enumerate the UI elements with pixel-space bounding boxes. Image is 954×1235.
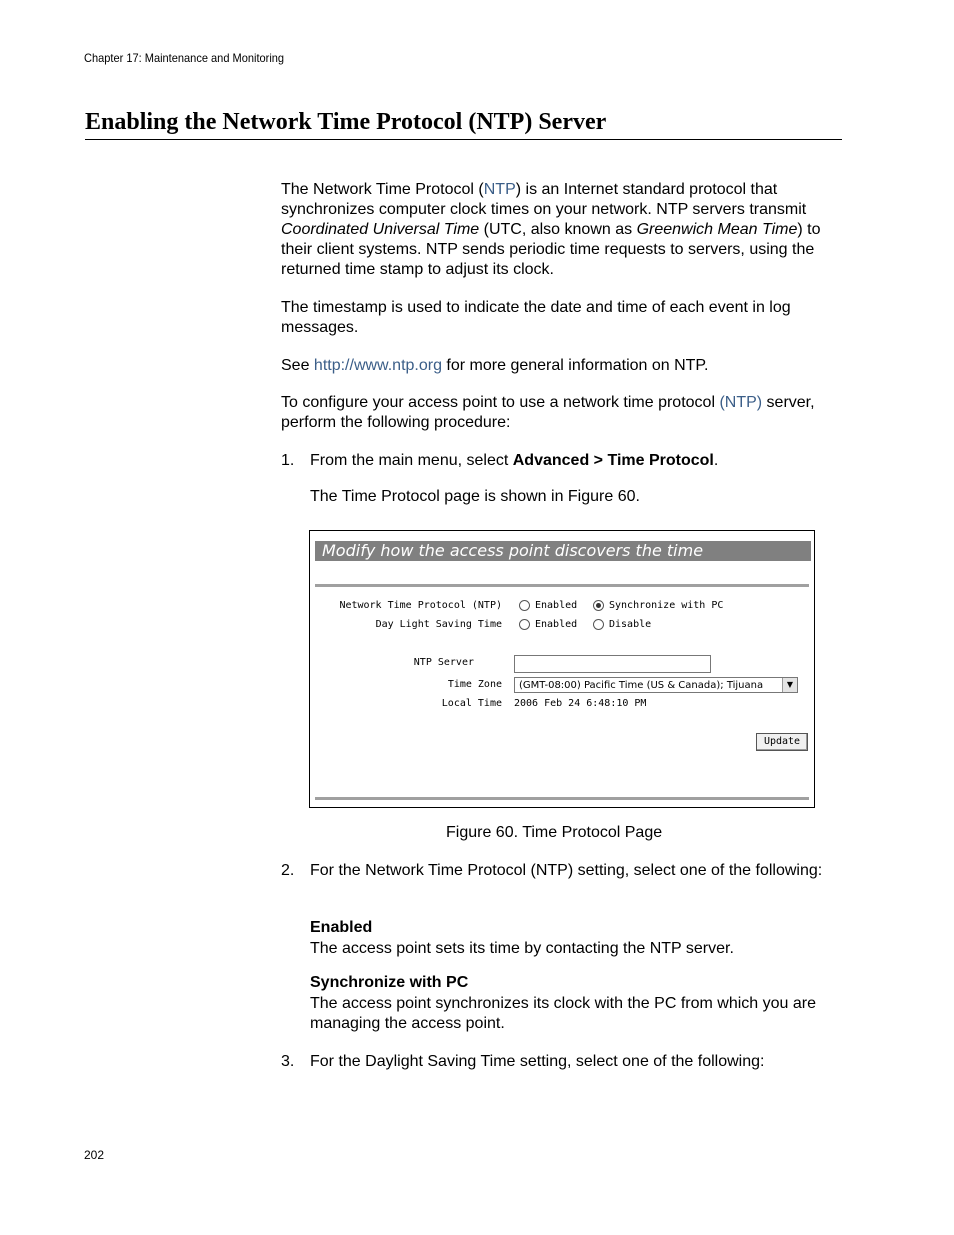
time-zone-label: Time Zone <box>447 679 502 690</box>
option-sync-desc: The access point synchronizes its clock with the PC from which you are managing the access point. <box>310 995 816 1032</box>
step-number: 3. <box>281 1053 295 1070</box>
time-zone-select[interactable] <box>514 677 798 693</box>
dst-disable-label: Disable <box>609 619 652 630</box>
option-sync-title: Synchronize with PC <box>310 974 469 991</box>
text: To configure your access point to use a network time protocol <box>281 394 720 411</box>
step-text: For the Daylight Saving Time setting, select one of the following: <box>310 1053 765 1070</box>
dst-enabled-radio[interactable] <box>519 619 530 630</box>
dst-disable-radio[interactable] <box>593 619 604 630</box>
time-protocol-figure <box>309 530 815 808</box>
text: for more general information on NTP. <box>441 357 709 374</box>
text: (UTC, also known as <box>479 221 637 238</box>
section-title: Enabling the Network Time Protocol (NTP) Server <box>85 108 842 140</box>
option-enabled-desc: The access point sets its time by contacting the NTP server. <box>310 940 734 957</box>
ntp-label: Network Time Protocol (NTP) <box>339 600 502 611</box>
ntp-server-input[interactable] <box>514 655 711 673</box>
divider <box>315 797 809 800</box>
intro-paragraph-1 <box>281 180 843 280</box>
time-zone-value: (GMT-08:00) Pacific Time (US & Canada); Tijuana <box>519 680 764 691</box>
ntp-org-link[interactable]: http://www.ntp.org <box>313 357 442 374</box>
running-header: Chapter 17: Maintenance and Monitoring <box>84 51 285 65</box>
text: ) is an Internet standard protocol that synchronizes computer clock times on your network. NTP servers transmit <box>281 181 807 218</box>
intro-paragraph-3 <box>281 356 843 376</box>
ntp-link-2[interactable]: (NTP) <box>719 394 763 411</box>
figure-heading: Modify how the access point discovers the time <box>315 541 811 561</box>
text: ) to their client systems. NTP sends periodic time requests to servers, using the returned time stamp to adjust its clock. <box>281 221 821 278</box>
text: From the main menu, select <box>310 452 513 469</box>
step-text <box>310 451 843 471</box>
step-1-note: The Time Protocol page is shown in Figure 60. <box>310 488 640 505</box>
divider <box>315 584 809 587</box>
intro-paragraph-2: The timestamp is used to indicate the date and time of each event in log messages. <box>281 299 791 336</box>
local-time-label: Local Time <box>441 698 502 709</box>
ntp-enabled-label: Enabled <box>535 600 578 611</box>
ntp-sync-pc-radio[interactable] <box>593 600 604 611</box>
gmt-term: Greenwich Mean Time <box>636 221 798 238</box>
text: See <box>281 357 314 374</box>
utc-term: Coordinated Universal Time <box>281 221 480 238</box>
text: . <box>713 452 719 469</box>
intro-paragraph-4 <box>281 393 843 433</box>
local-time-value: 2006 Feb 24 6:48:10 PM <box>514 698 647 709</box>
figure-caption: Figure 60. Time Protocol Page <box>446 824 663 841</box>
step-number: 1. <box>281 452 295 469</box>
update-button[interactable]: Update <box>756 733 808 751</box>
step-text: For the Network Time Protocol (NTP) setting, select one of the following: <box>310 862 823 879</box>
chevron-down-icon[interactable]: ▼ <box>782 678 797 692</box>
page-number: 202 <box>84 1148 105 1162</box>
ntp-sync-pc-label: Synchronize with PC <box>609 600 724 611</box>
option-enabled-title: Enabled <box>310 919 373 936</box>
text: server, perform the following procedure: <box>281 394 815 431</box>
text: The Network Time Protocol ( <box>281 181 484 198</box>
ntp-link[interactable]: NTP <box>483 181 516 198</box>
dst-enabled-label: Enabled <box>535 619 578 630</box>
step-number: 2. <box>281 862 295 879</box>
dst-label: Day Light Saving Time <box>375 619 502 630</box>
ntp-server-label: NTP Server <box>413 657 474 668</box>
menu-path: Advanced > Time Protocol <box>512 452 714 469</box>
ntp-enabled-radio[interactable] <box>519 600 530 611</box>
